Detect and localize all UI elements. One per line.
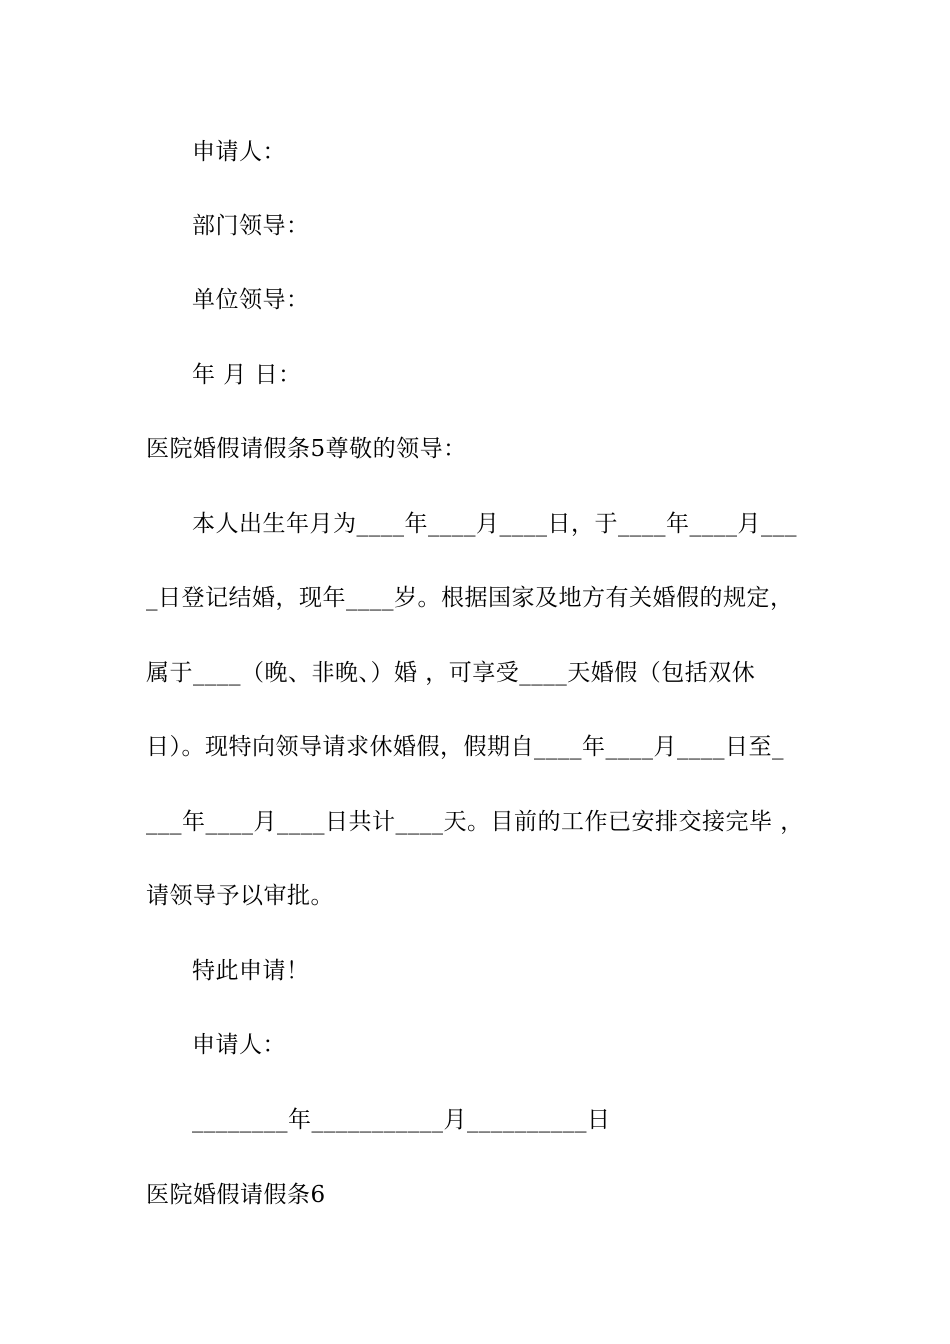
date-label: 年 月 日： <box>192 362 302 388</box>
body-paragraph-line: 日）。现特向领导请求休婚假，假期自____年____月____日至_ <box>146 734 784 760</box>
body-paragraph-line: _日登记结婚，现年____岁。根据国家及地方有关婚假的规定， <box>146 585 794 611</box>
body-paragraph-line: ___年____月____日共计____天。目前的工作已安排交接完毕 ， <box>146 809 804 835</box>
body-paragraph-line: 请领导予以审批。 <box>146 883 334 909</box>
body-paragraph-line: 本人出生年月为____年____月____日，于____年____月___ <box>192 511 797 537</box>
closing-statement: 特此申请！ <box>192 958 310 984</box>
unit-leader-label: 单位领导： <box>192 287 310 313</box>
applicant-label: 申请人： <box>192 139 286 165</box>
section-heading-6: 医院婚假请假条6 <box>146 1182 326 1208</box>
section-heading-5: 医院婚假请假条5尊敬的领导： <box>146 436 467 462</box>
body-paragraph-line: 属于____（晚、非晚、）婚 ，可享受____天婚假（包括双休 <box>146 660 756 686</box>
signature-date-line: ________年___________月__________日 <box>192 1107 611 1133</box>
applicant-signature-label: 申请人： <box>192 1032 286 1058</box>
department-leader-label: 部门领导： <box>192 213 310 239</box>
